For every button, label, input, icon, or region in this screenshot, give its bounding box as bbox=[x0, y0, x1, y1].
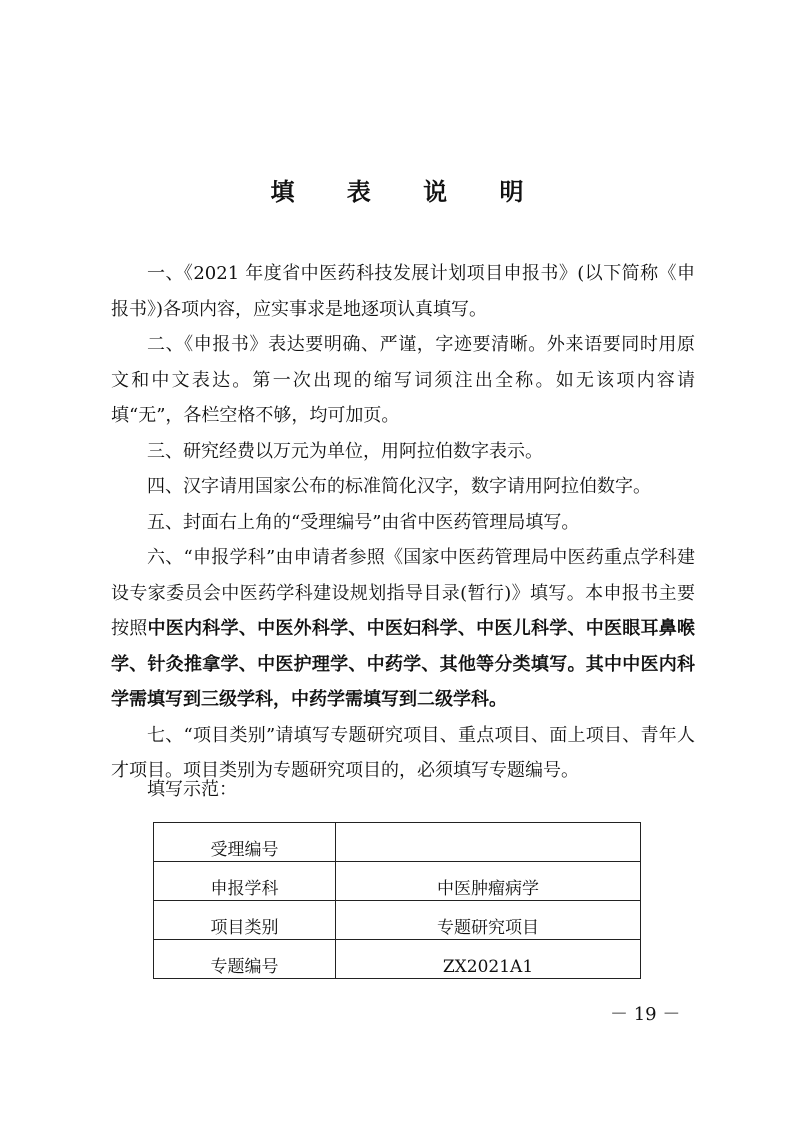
project-category-label: 项目类别 bbox=[154, 901, 336, 940]
example-label: 填写示范： bbox=[147, 779, 237, 800]
discipline-categories-bold: 中医内科学、中医外科学、中医妇科学、中医儿科学、中医眼耳鼻喉学、针灸推拿学、中医护理学、中药学、其他等分类填写。其中中医内科学需填写到三级学科，中药学需填写到二级学科。 bbox=[111, 618, 696, 710]
instructions-body bbox=[111, 256, 695, 789]
page-number: － 19 － bbox=[610, 1004, 681, 1025]
instruction-paragraph-3: 三、研究经费以万元为单位，用阿拉伯数字表示。 bbox=[147, 440, 543, 462]
instruction-paragraph-2: 二、《申报书》表达要明确、严谨，字迹要清晰。外来语要同时用原文和中文表达。第一次出现的缩写词须注出全称。如无该项内容请填“无”，各栏空格不够，均可加页。 bbox=[111, 334, 695, 426]
acceptance-number-value bbox=[336, 823, 641, 862]
instruction-paragraph-1: 一、《2021 年度省中医药科技发展计划项目申报书》(以下简称《申报书》)各项内容，应实事求是地逐项认真填写。 bbox=[111, 263, 695, 320]
topic-number-label: 专题编号 bbox=[154, 940, 336, 979]
acceptance-number-label: 受理编号 bbox=[154, 823, 336, 862]
table-row bbox=[154, 823, 641, 862]
table-row bbox=[154, 901, 641, 940]
instruction-paragraph-6: 六、“申报学科”由申请者参照《国家中医药管理局中医药重点学科建设专家委员会中医药学科建设规划指导目录(暂行)》填写。本申报书主要按照中医内科学、中医外科学、中医妇科学、中医儿科学、中医眼耳鼻喉学、针灸推拿学、中医护理学、中药学、其他等分类填写。其中中医内科学需填写到三级学科，中药学需填写到二级学科。 bbox=[111, 547, 696, 710]
instruction-paragraph-5: 五、封面右上角的“受理编号”由省中医药管理局填写。 bbox=[147, 511, 580, 533]
page-title: 填 表 说 明 bbox=[270, 177, 546, 206]
example-table bbox=[153, 822, 641, 979]
table-row bbox=[154, 862, 641, 901]
instruction-paragraph-7: 七、“项目类别”请填写专题研究项目、重点项目、面上项目、青年人才项目。项目类别为专题研究项目的，必须填写专题编号。 bbox=[111, 724, 695, 781]
instruction-paragraph-4: 四、汉字请用国家公布的标准简化汉字，数字请用阿拉伯数字。 bbox=[147, 476, 651, 497]
project-category-value: 专题研究项目 bbox=[336, 901, 641, 940]
discipline-value: 中医肿瘤病学 bbox=[336, 862, 641, 901]
discipline-label: 申报学科 bbox=[154, 862, 336, 901]
topic-number-value: ZX2021A1 bbox=[336, 940, 641, 979]
table-row bbox=[154, 940, 641, 979]
